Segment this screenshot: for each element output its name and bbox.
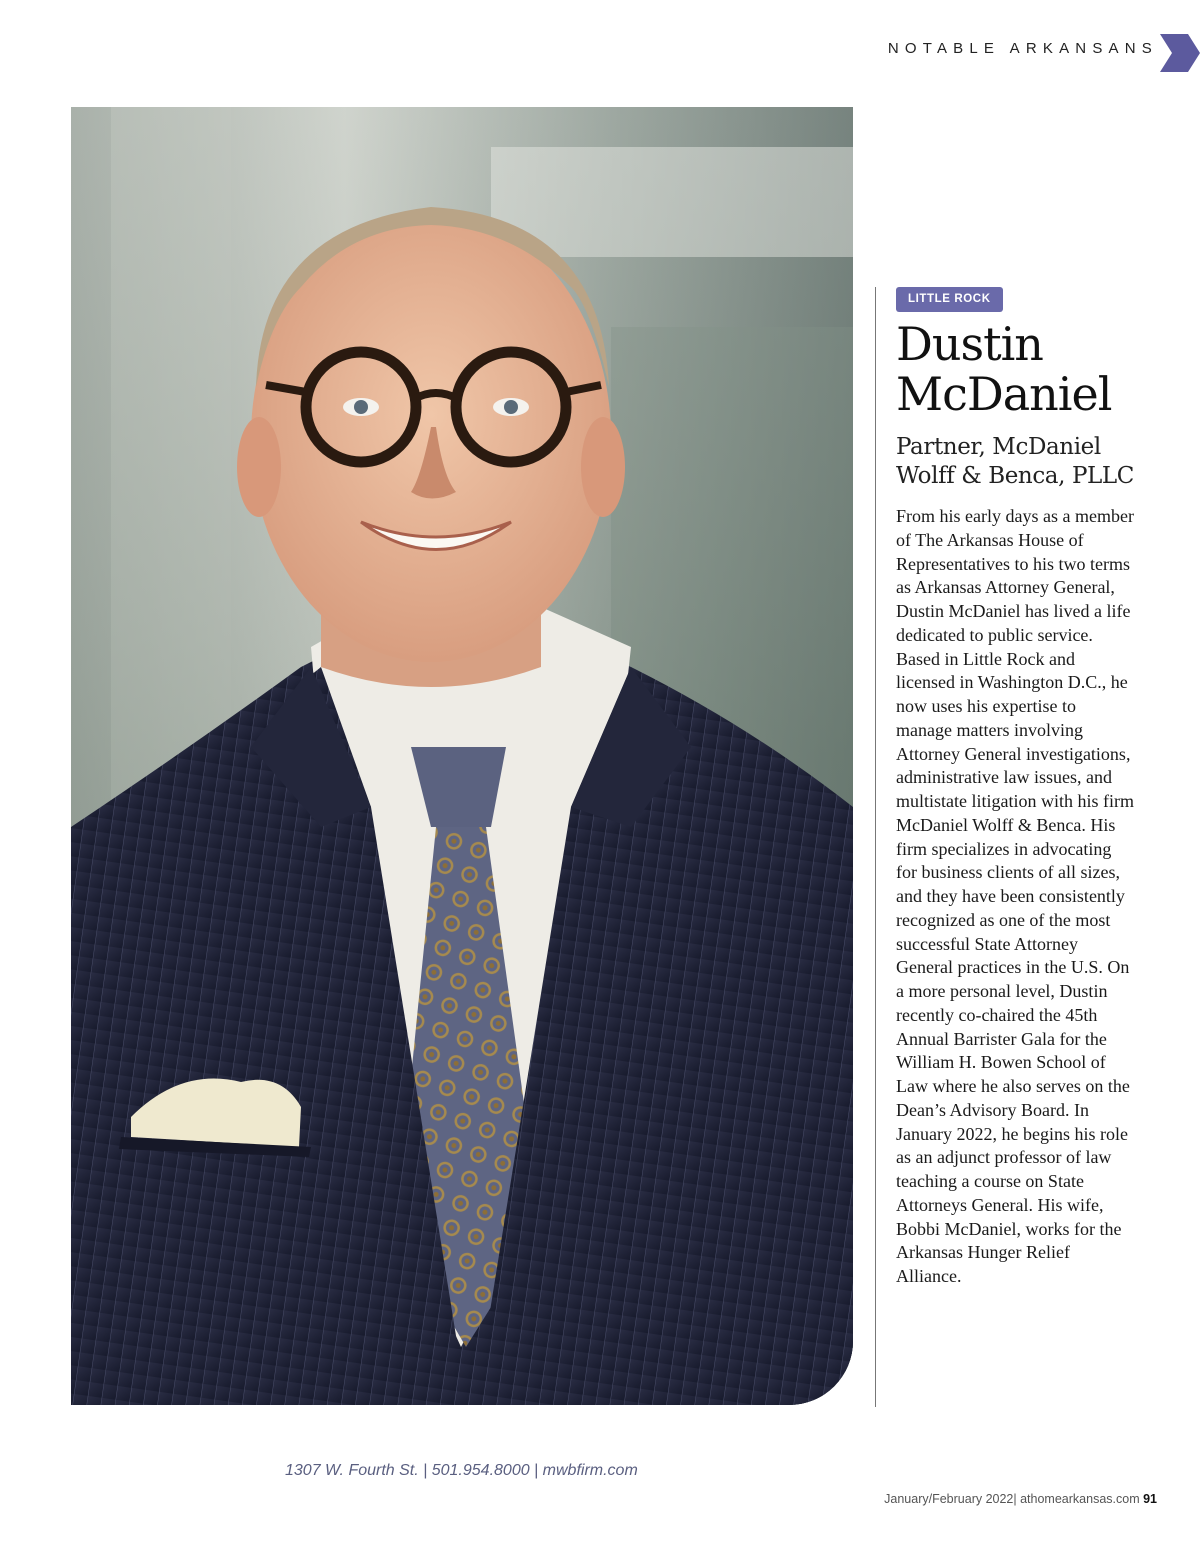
- person-name: Dustin McDaniel: [896, 317, 1112, 421]
- folio: [884, 1492, 1157, 1506]
- contact-line: 1307 W. Fourth St. | 501.954.8000 | mwbfirm.com: [285, 1462, 638, 1479]
- profile-column: [875, 287, 1175, 1407]
- page-number: 91: [1143, 1492, 1157, 1506]
- bio-text: From his early days as a member of The Arkansas House of Representatives to his two terms as Arkansas Attorney General, Dustin McDaniel has lived a life dedicated to public service. Based in Little Rock and licensed in Washington D.C., he now uses his expertise to manage matters involving Attorney General investigations, administrative law issues, and multistate litigation with his firm McDaniel Wolff & Benca. His firm specializes in advocating for business clients of all sizes, and they have been consistently recognized as one of the most successful State Attorney General practices in the U.S. On a more personal level, Dustin recently co-chaired the 45th Annual Barrister Gala for the William H. Bowen School of Law where he also serves on the Dean’s Advisory Board. In January 2022, he begins his role as an adjunct professor of law teaching a course on State Attorneys General. His wife, Bobbi McDaniel, works for the Arkansas Hunger Relief Alliance.: [896, 506, 1134, 1286]
- issue-text: January/February 2022| athomearkansas.com: [884, 1492, 1140, 1506]
- section-header: NOTABLE ARKANSANS: [887, 40, 1158, 57]
- person-title: Partner, McDaniel Wolff & Benca, PLLC: [896, 434, 1134, 489]
- city-tag: LITTLE ROCK: [896, 287, 1003, 312]
- section-arrow-icon: [1160, 34, 1200, 72]
- portrait-photo: [71, 107, 853, 1405]
